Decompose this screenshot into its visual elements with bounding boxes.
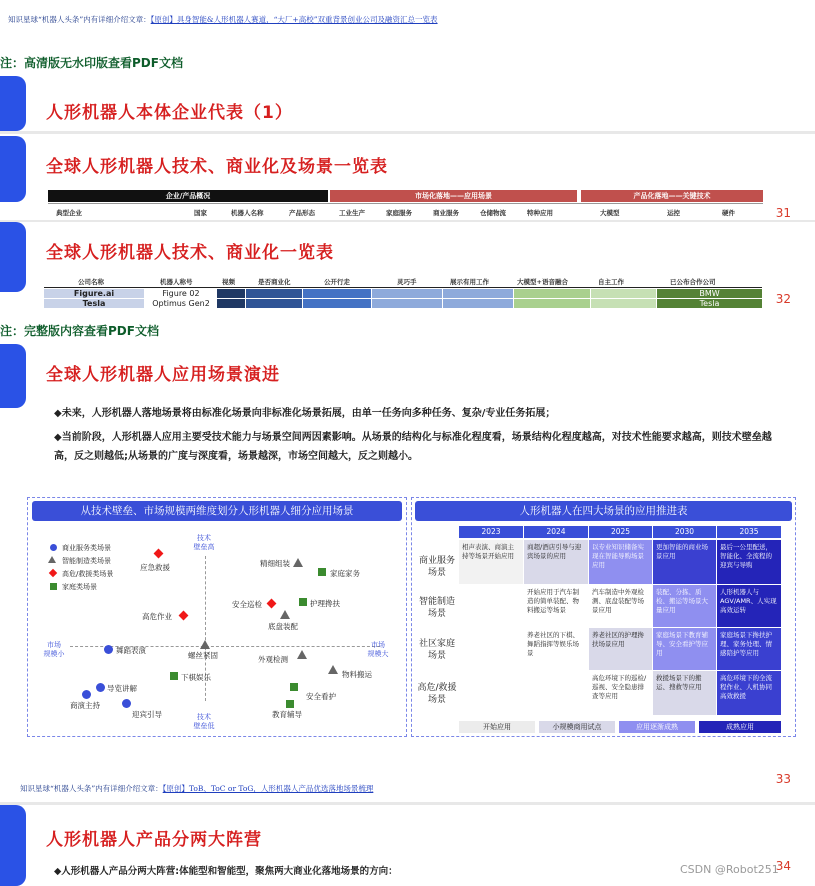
bullet-1: ◆未来，人形机器人落地场景将由标准化场景向非标准化场景拓展，由单一任务向多种任务、复杂/专业任务拓展； (54, 408, 556, 419)
slide-title: 人形机器人本体企业代表（1） (46, 103, 293, 123)
roadmap-cell: 高危环境下的巡检/巡视、安全隐患排查等应用 (589, 671, 652, 715)
stage-legend: 小规模商用试点 (539, 721, 615, 733)
roadmap-cell (459, 628, 523, 670)
col-header: 机器人名称 (231, 209, 264, 217)
slide-3 (0, 222, 815, 310)
point-marker (299, 598, 307, 606)
csdn-watermark: CSDN @Robot251 (680, 863, 779, 876)
col-header: 视频 (222, 278, 235, 286)
source-link[interactable]: 【原创】ToB、ToC or ToG，人形机器人产品优选落地场景梳理 (162, 784, 374, 793)
point-marker (200, 640, 210, 649)
point-marker (286, 700, 294, 708)
point-label: 螺丝紧固 (188, 651, 218, 660)
year-header: 2023 (459, 526, 523, 538)
point-label: 安全看护 (306, 692, 336, 701)
legend-label: 高危/救援类场景 (62, 570, 114, 578)
row-label: 高危/救援 场景 (417, 683, 457, 705)
roadmap-cell: 救援场景下的搬运、搜救等应用 (653, 671, 716, 715)
stage-legend: 成熟应用 (699, 721, 781, 733)
legend-home-marker (50, 583, 57, 590)
point-marker (96, 683, 105, 692)
col-header: 自主工作 (598, 278, 624, 286)
page-number: 33 (775, 772, 791, 786)
group-header-market: 市场化落地——应用场景 (330, 190, 577, 202)
status-cell (217, 299, 245, 308)
group-header-tech: 产品化落地——关键技术 (581, 190, 763, 202)
legend-label: 智能制造类场景 (62, 557, 111, 565)
partner-cell: BMW (657, 289, 762, 298)
status-cell (591, 299, 656, 308)
source-prefix: 知识星球“机器人头条”内有详细介绍文章： (8, 15, 151, 24)
roadmap-cell: 汽车制造中外观检测、底盘装配等场景应用 (589, 585, 652, 627)
slide-tab (0, 76, 26, 131)
point-label: 迎宾引导 (132, 710, 162, 719)
point-label: 商演主持 (70, 701, 100, 710)
slide-title: 人形机器人产品分两大阵营 (46, 830, 262, 850)
group-header-company: 企业/产品概况 (48, 190, 328, 202)
col-header: 大模型+语音融合 (517, 278, 568, 286)
legend-label: 家庭类场景 (62, 583, 97, 591)
axis-label-x-right: 市场 规模大 (367, 641, 389, 658)
partner-cell: Tesla (657, 299, 762, 308)
row-label: 社区家庭 场景 (418, 639, 455, 661)
robot-cell: Figure 02 (162, 289, 200, 298)
page-number: 31 (775, 206, 791, 220)
point-label: 外观检测 (258, 655, 288, 664)
status-cell (591, 289, 656, 298)
robot-cell: Optimus Gen2 (152, 299, 210, 308)
status-cell (303, 289, 371, 298)
status-cell (514, 289, 590, 298)
point-marker (297, 650, 307, 659)
roadmap-title: 人形机器人在四大场景的应用推进表 (415, 501, 792, 521)
axis-label-x-left: 市场 规模小 (43, 641, 65, 658)
col-header: 展示有用工作 (450, 278, 489, 286)
slide-title: 全球人形机器人技术、商业化及场景一览表 (46, 157, 388, 177)
slide-2 (0, 136, 815, 220)
stage-legend: 开始应用 (459, 721, 535, 733)
stage-legend: 应用逐渐成熟 (619, 721, 695, 733)
col-header: 典型企业 (56, 209, 82, 217)
roadmap-cell: 更加智能的商业场景应用 (653, 540, 716, 584)
slide-4 (0, 344, 815, 802)
point-label: 安全巡检 (232, 600, 262, 609)
roadmap-cell: 人形机器人与AGV/AMR、人实现高效运转 (717, 585, 781, 627)
year-header: 2030 (653, 526, 716, 538)
point-label: 精细组装 (260, 559, 290, 568)
status-cell (443, 289, 513, 298)
status-cell (514, 299, 590, 308)
roadmap-cell (459, 585, 523, 627)
legend-commercial-marker (50, 544, 57, 551)
slide-title: 全球人形机器人技术、商业化一览表 (46, 243, 334, 263)
year-header: 2035 (717, 526, 781, 538)
point-marker (122, 699, 131, 708)
point-label: 应急救援 (140, 563, 170, 572)
slide-tab (0, 136, 26, 202)
year-header: 2024 (524, 526, 588, 538)
point-label: 护理搀扶 (310, 599, 340, 608)
col-header: 大模型 (600, 209, 620, 217)
note-hd-pdf: 注：高清版无水印版查看PDF文档 (0, 56, 183, 70)
col-header: 商业服务 (433, 209, 459, 217)
roadmap-cell (459, 671, 523, 715)
axis-label-y-bottom: 技术 壁垒低 (193, 713, 215, 730)
point-label: 导览讲解 (107, 684, 137, 693)
point-label: 物料搬运 (342, 670, 372, 679)
col-header: 特种应用 (527, 209, 553, 217)
page-number: 34 (775, 859, 791, 873)
point-label: 教育辅导 (272, 710, 302, 719)
point-marker (82, 690, 91, 699)
roadmap-cell (524, 671, 588, 715)
note-full-pdf: 注：完整版内容查看PDF文档 (0, 324, 159, 338)
point-label: 家庭家务 (330, 569, 360, 578)
row-label: 商业服务 场景 (418, 556, 455, 578)
source-prefix: 知识星球“机器人头条”内有详细介绍文章： (20, 784, 163, 793)
col-header: 硬件 (722, 209, 735, 217)
company-cell: Figure.ai (44, 289, 144, 298)
col-header: 机器人称号 (160, 278, 193, 286)
slide-5 (0, 805, 815, 886)
year-header: 2025 (589, 526, 652, 538)
company-cell: Tesla (44, 299, 144, 308)
status-cell (246, 299, 302, 308)
slide-tab (0, 805, 26, 886)
roadmap-cell: 养老社区的下棋、舞蹈指挥等娱乐场景 (524, 628, 588, 670)
slide-tab (0, 222, 26, 292)
status-cell (372, 289, 442, 298)
bottom-source-line (20, 783, 373, 794)
status-cell (303, 299, 371, 308)
point-label: 下棋娱乐 (181, 673, 211, 682)
point-marker (104, 645, 113, 654)
col-header: 家庭服务 (386, 209, 412, 217)
col-header: 已公布合作公司 (670, 278, 716, 286)
roadmap-cell: 以专业知识储备实现在智能导购场景应用 (589, 540, 652, 584)
source-link[interactable]: 【原创】具身智能&人形机器人赛道，“大厂+高校”双重背景创业公司及融资汇总一览表 (150, 15, 438, 24)
roadmap-cell: 商超/酒店引导与迎宾场景的应用 (524, 540, 588, 584)
roadmap-cell: 最后一公里配送，智能化、全流程的迎宾与导购 (717, 540, 781, 584)
point-label: 舞蹈表演 (116, 646, 146, 655)
status-cell (246, 289, 302, 298)
col-header: 仓储物流 (480, 209, 506, 217)
col-header: 是否商业化 (258, 278, 291, 286)
status-cell (217, 289, 245, 298)
col-header: 运控 (667, 209, 680, 217)
row-label: 智能制造 场景 (418, 597, 455, 619)
roadmap-cell: 养老社区的护理搀扶场景应用 (589, 628, 652, 670)
col-header: 公司名称 (78, 278, 104, 286)
point-marker (293, 558, 303, 567)
roadmap-cell: 高危环境下的全流程作业、人机协同高效救援 (717, 671, 781, 715)
point-marker (170, 672, 178, 680)
point-marker (328, 665, 338, 674)
status-cell (372, 299, 442, 308)
point-marker (280, 610, 290, 619)
page-number: 32 (775, 292, 791, 306)
slide-title: 全球人形机器人应用场景演进 (46, 365, 280, 385)
point-label: 底盘装配 (268, 622, 298, 631)
legend-label: 商业服务类场景 (62, 544, 111, 552)
top-source-line (8, 14, 438, 25)
roadmap-cell: 相声表演、商演主持等场景开始应用 (459, 540, 523, 584)
roadmap-cell: 家庭场景下教育辅导、安全看护等应用 (653, 628, 716, 670)
col-header: 产品形态 (289, 209, 315, 217)
roadmap-cell: 装配、分拣、质检、搬运等场景大量应用 (653, 585, 716, 627)
point-label: 高危作业 (142, 612, 172, 621)
point-marker (290, 683, 298, 691)
col-header: 公开行走 (324, 278, 350, 286)
bullet: ◆人形机器人产品分两大阵营:体能型和智能型，聚焦两大商业化落地场景的方向： (54, 866, 398, 877)
col-header: 灵巧手 (397, 278, 417, 286)
roadmap-cell: 开始应用于汽车制造的简单装配、物料搬运等场景 (524, 585, 588, 627)
bullet-2: ◆当前阶段，人形机器人应用主要受技术能力与场景空间两因素影响。从场景的结构化与标准化程度看，场景结构化程度越高，对技术性能要求越高，则技术壁垒越高，反之则越低;从场景的广度与深度看，场景越深，市场空间越大，反之则越小。 (54, 432, 772, 462)
point-marker (318, 568, 326, 576)
axis-label-y-top: 技术 壁垒高 (193, 534, 215, 551)
col-header: 工业生产 (339, 209, 365, 217)
legend-manufacturing-marker (48, 556, 56, 563)
matrix-title: 从技术壁垒、市场规模两维度划分人形机器人细分应用场景 (32, 501, 402, 521)
roadmap-cell: 家庭场景下搀扶护理、家务处理、情感陪护等应用 (717, 628, 781, 670)
slide-tab (0, 344, 26, 408)
slide-1 (0, 76, 815, 131)
col-header: 国家 (194, 209, 207, 217)
status-cell (443, 299, 513, 308)
